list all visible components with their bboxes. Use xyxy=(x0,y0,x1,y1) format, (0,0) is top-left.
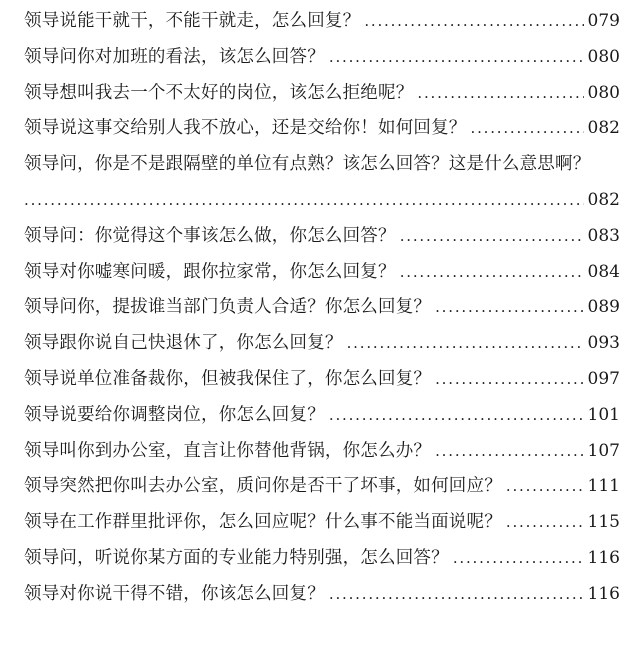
toc-entry-title: 领导对你说干得不错，你该怎么回复？ xyxy=(24,583,325,604)
toc-entry-page: 082 xyxy=(587,118,620,139)
toc-entry-title: 领导问你对加班的看法，该怎么回答？ xyxy=(24,46,325,67)
toc-entry[interactable] xyxy=(24,76,620,112)
toc-entry[interactable] xyxy=(24,290,620,326)
toc-entry-page: 093 xyxy=(587,333,620,354)
toc-entry-title: 领导突然把你叫去办公室，质问你是否干了坏事，如何回应？ xyxy=(24,476,502,497)
toc-leader-dots xyxy=(417,76,583,112)
toc-entry-page: 101 xyxy=(587,404,620,425)
toc-leader-dots xyxy=(400,255,584,291)
toc-entry-page: 115 xyxy=(587,512,620,533)
toc-entry-title: 领导问，听说你某方面的专业能力特别强，怎么回答？ xyxy=(24,547,449,568)
toc-leader-dots xyxy=(364,4,583,40)
toc-entry-page: 079 xyxy=(587,11,620,31)
toc-entry-wrapped[interactable] xyxy=(24,147,620,183)
toc-entry[interactable] xyxy=(24,398,620,434)
toc-leader-dots xyxy=(24,183,584,219)
toc-entry[interactable] xyxy=(24,362,620,398)
toc-entry-page: 097 xyxy=(587,368,620,389)
toc-entry-title: 领导对你嘘寒问暖，跟你拉家常，你怎么回复？ xyxy=(24,261,396,282)
toc-entry[interactable] xyxy=(24,4,620,40)
toc-entry-page: 082 xyxy=(587,189,620,210)
toc-leader-dots xyxy=(471,111,584,147)
toc-entry-page: 116 xyxy=(587,547,620,568)
toc-entry-title: 领导说能干就干，不能干就走，怎么回复？ xyxy=(24,11,361,31)
toc-leader-dots xyxy=(453,541,584,577)
toc-entry[interactable] xyxy=(24,326,620,362)
toc-entry-page: 084 xyxy=(587,261,620,282)
table-of-contents xyxy=(24,4,620,613)
toc-leader-dots xyxy=(435,362,583,398)
toc-entry-continuation[interactable] xyxy=(24,183,620,219)
toc-entry[interactable] xyxy=(24,219,620,255)
toc-entry-title: 领导叫你到办公室，直言让你替他背锅，你怎么办？ xyxy=(24,440,432,461)
toc-entry-page: 089 xyxy=(587,297,620,318)
toc-entry-title: 领导想叫我去一个不太好的岗位，该怎么拒绝呢？ xyxy=(24,82,414,103)
toc-entry[interactable] xyxy=(24,434,620,470)
toc-leader-dots xyxy=(329,398,584,434)
toc-entry[interactable] xyxy=(24,469,620,505)
toc-leader-dots xyxy=(435,290,583,326)
toc-leader-dots xyxy=(435,434,583,470)
toc-entry[interactable] xyxy=(24,541,620,577)
toc-entry[interactable] xyxy=(24,505,620,541)
toc-leader-dots xyxy=(506,505,584,541)
toc-entry-title: 领导问，你是不是跟隔壁的单位有点熟？该怎么回答？这是什么意思啊？ xyxy=(24,154,591,175)
toc-entry[interactable] xyxy=(24,255,620,291)
toc-entry-title: 领导说单位准备裁你，但被我保住了，你怎么回复？ xyxy=(24,368,432,389)
toc-entry-page: 083 xyxy=(587,225,620,246)
toc-entry-page: 107 xyxy=(587,440,620,461)
toc-leader-dots xyxy=(329,577,584,613)
toc-entry-title: 领导问你，提拔谁当部门负责人合适？你怎么回复？ xyxy=(24,297,432,318)
toc-entry-title: 领导跟你说自己快退休了，你怎么回复？ xyxy=(24,333,343,354)
toc-leader-dots xyxy=(400,219,584,255)
toc-entry[interactable] xyxy=(24,577,620,613)
toc-entry-page: 116 xyxy=(587,583,620,604)
toc-entry-title: 领导问：你觉得这个事该怎么做，你怎么回答？ xyxy=(24,225,396,246)
toc-leader-dots xyxy=(347,326,584,362)
toc-entry[interactable] xyxy=(24,40,620,76)
toc-entry-title: 领导说这事交给别人我不放心，还是交给你！如何回复？ xyxy=(24,118,467,139)
toc-entry-title: 领导说要给你调整岗位，你怎么回复？ xyxy=(24,404,325,425)
toc-entry-page: 080 xyxy=(587,82,620,103)
toc-entry-page: 080 xyxy=(587,46,620,67)
toc-entry[interactable] xyxy=(24,111,620,147)
toc-leader-dots xyxy=(329,40,584,76)
toc-entry-title: 领导在工作群里批评你，怎么回应呢？什么事不能当面说呢？ xyxy=(24,512,502,533)
toc-entry-page: 111 xyxy=(587,476,620,497)
toc-leader-dots xyxy=(506,469,584,505)
